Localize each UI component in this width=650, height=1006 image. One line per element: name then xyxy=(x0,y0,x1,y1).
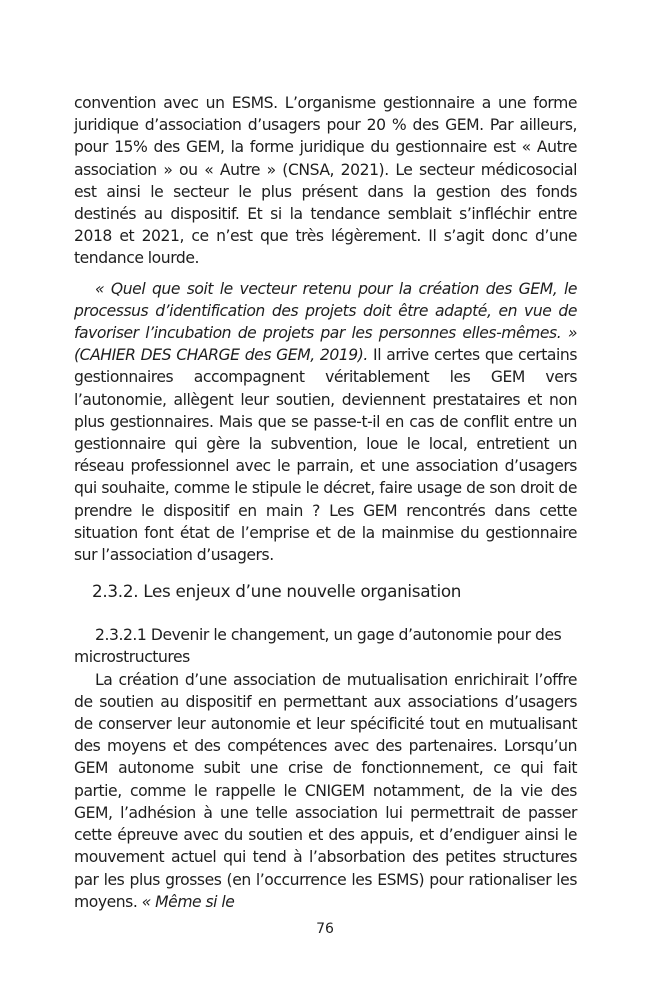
paragraph-gestionnaires-text: Il arrive certes que certains gestionnaires accompagnent véritablement les GEM vers l’autonomie, allègent leur soutien, deviennent prestataires et non plus gestionnaires. Mais que se passe-t-il en cas de conflit entre un gestionnaire qui gère la subvention, loue le local, entretient un réseau professionnel avec le parrain, et une association d’usagers qui souhaite, comme le stipule le décret, faire usage de son droit de prendre le dispositif en main ? Les GEM rencontrés dans cette situation font état de l’emprise et de la mainmise du gestionnaire sur l’association d’usagers. xyxy=(74,346,577,565)
quote-start: « Même si le xyxy=(141,892,235,911)
paragraph-esms-convention: convention avec un ESMS. L’organisme gestionnaire a une forme juridique d’association d’usagers pour 20 % des GEM. Par ailleurs, pour 15% des GEM, la forme juridique du gestionnaire est « Autre association » ou « Autre » (CNSA, 2021). Le secteur médicosocial est ainsi le secteur le plus présent dans la gestion des fonds destinés au dispositif. Et si la tendance semblait s’infléchir entre 2018 et 2021, ce n’est que très légèrement. Il s’agit donc d’une tendance lourde. xyxy=(74,94,577,268)
section-heading: 2.3.2. Les enjeux d’une nouvelle organisation xyxy=(92,581,462,602)
subsection-heading: 2.3.2.1 Devenir le changement, un gage d’autonomie pour des microstructures xyxy=(74,626,562,667)
page-content xyxy=(74,92,577,913)
paragraph-mutualisation xyxy=(74,669,577,913)
page-number: 76 xyxy=(316,921,334,937)
quote-cahier-des-charges: « Quel que soit le vecteur retenu pour la création des GEM, le processus d’identification des projets doit être adapté, en vue de favoriser l’incubation de projets par les personnes elles-mêmes. » (CAHIER DES CHARGE des GEM, 2019). xyxy=(74,279,577,365)
paragraph-mutualisation-text: La création d’une association de mutualisation enrichirait l’offre de soutien au dispositif en permettant aux associations d’usagers de conserver leur autonomie et leur spécificité tout en mutualisant des moyens et des compétences avec des partenaires. Lorsqu’un GEM autonome subit une crise de fonctionnement, ce qui fait partie, comme le rappelle le CNIGEM notamment, de la vie des GEM, l’adhésion à une telle association lui permettrait de passer cette épreuve avec du soutien et des appuis, et d’endiguer ainsi le mouvement actuel qui tend à l’absorbation des petites structures par les plus grosses (en l’occurrence les ESMS) pour rationaliser les moyens. xyxy=(74,670,577,911)
paragraph-cahier-des-charges xyxy=(74,278,577,567)
